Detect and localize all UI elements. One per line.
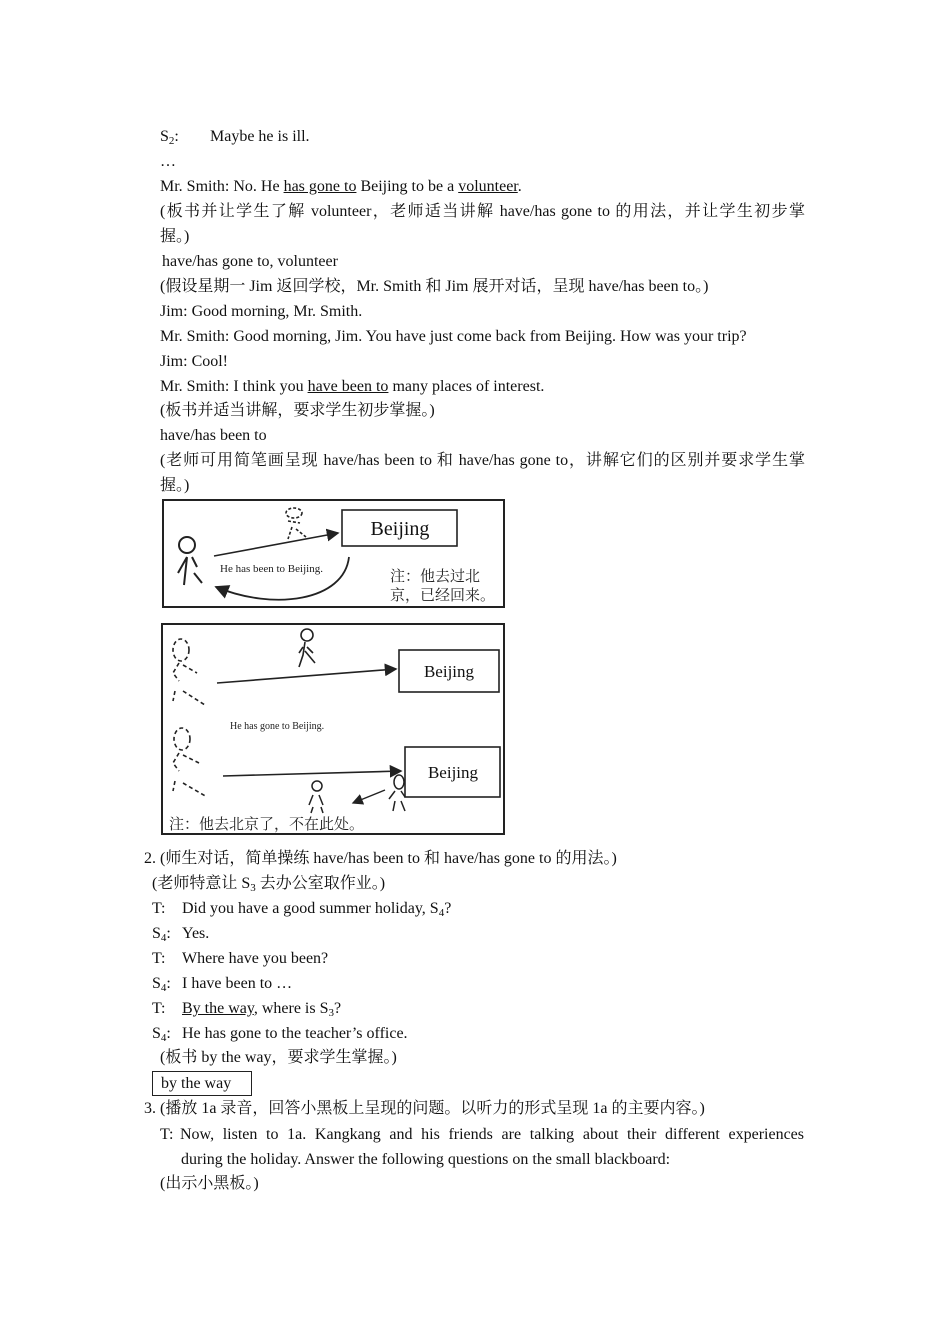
board-text-gone-to: have/has gone to, volunteer — [162, 253, 338, 270]
note-1-line-2: 握。) — [160, 228, 190, 245]
figure-note-line-1: 注：他去过北 — [390, 569, 481, 585]
dashed-figure-top-icon — [173, 639, 205, 705]
dialog-line: T: Did you have a good summer holiday, $S_4$? — [152, 900, 452, 919]
dialog-line: $S_4$: I have been to … — [152, 975, 293, 994]
section-3-teacher-line-2: during the holiday. Answer the following questions on the small blackboard: — [181, 1151, 671, 1168]
section-3-teacher-line-1: T: Now, listen to 1a. Kangkang and his friends are talking about their different experiences — [160, 1126, 804, 1143]
figure-has-been-to — [162, 499, 505, 608]
section-2-note: (老师特意让 $S_3$ 去办公室取作业。) — [152, 875, 386, 894]
dialog-line: T: Where have you been? — [152, 950, 329, 967]
figure2-caption: He has gone to Beijing. — [230, 721, 325, 732]
small-figure-right-icon — [389, 775, 405, 811]
dashed-figure-icon — [286, 508, 306, 539]
section-2-heading: 2. (师生对话，简单操练 have/has been to 和 have/has gone to 的用法。) — [144, 850, 617, 867]
smith-line-2: Mr. Smith: Good morning, Jim. You have just come back from Beijing. How was your trip? — [160, 328, 747, 345]
arrow-top — [217, 669, 396, 683]
beijing-label-top: Beijing — [423, 662, 475, 681]
stick-figure-icon — [178, 537, 202, 585]
smith-line-1: Mr. Smith: No. He has gone to Beijing to be a volunteer. — [160, 178, 522, 195]
section-3-heading: 3. (播放 1a 录音，回答小黑板上呈现的问题。以听力的形式呈现 1a 的主要内容。) — [144, 1100, 705, 1117]
walking-figure-icon — [299, 629, 315, 667]
note-2: (假设星期一 Jim 返回学校，Mr. Smith 和 Jim 展开对话，呈现 have/has been to。) — [160, 278, 709, 295]
jim-line-2: Jim: Cool! — [160, 353, 229, 370]
dialog-line-by-the-way: T: By the way, where is $S_3$? — [152, 1000, 342, 1019]
jim-line-1: Jim: Good morning, Mr. Smith. — [160, 303, 363, 320]
arrow-small — [353, 790, 385, 803]
dialog-line: $S_4$: Yes. — [152, 925, 210, 944]
arrow-to-beijing — [214, 533, 338, 556]
note-1-line-1: (板书并让学生了解 volunteer，老师适当讲解 have/has gone to 的用法，并让学生初步掌 — [160, 203, 805, 220]
figure2-note: 注：他去北京了，不在此处。 — [169, 817, 365, 833]
figure-has-gone-to-drawing — [163, 625, 503, 833]
note-4-line-1: (老师可用简笔画呈现 have/has been to 和 have/has gone to，讲解它们的区别并要求学生掌 — [160, 452, 805, 469]
ellipsis-line: … — [160, 153, 176, 170]
note-3: (板书并适当讲解，要求学生初步掌握。) — [160, 402, 435, 419]
board-text-been-to: have/has been to — [160, 427, 267, 444]
section-3-note: (出示小黑板。) — [160, 1175, 259, 1192]
note-4-line-2: 握。) — [160, 477, 190, 494]
beijing-label-bottom: Beijing — [427, 763, 479, 782]
figure-has-gone-to — [161, 623, 505, 835]
board-note: (板书 by the way，要求学生掌握。) — [160, 1049, 397, 1066]
s2-line: $S_2$: Maybe he is ill. — [160, 128, 310, 147]
smith-line-3: Mr. Smith: I think you have been to many places of interest. — [160, 378, 545, 395]
dashed-figure-bottom-icon — [173, 728, 207, 797]
figure-note-line-2: 京，已经回来。 — [390, 588, 496, 604]
beijing-label: Beijing — [370, 518, 430, 540]
figure-has-been-to-drawing — [164, 501, 503, 606]
arrow-bottom — [223, 771, 401, 776]
small-figure-left-icon — [309, 781, 323, 813]
board-text-by-the-way: by the way — [161, 1075, 232, 1092]
dialog-line: $S_4$: He has gone to the teacher’s office. — [152, 1025, 408, 1044]
figure-caption: He has been to Beijing. — [220, 563, 323, 575]
